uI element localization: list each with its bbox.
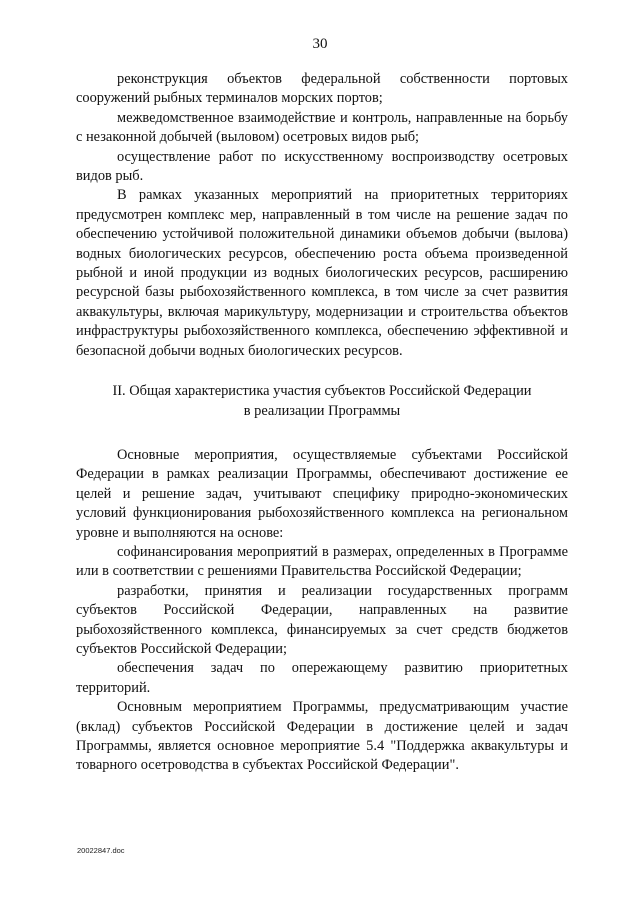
paragraph: обеспечения задач по опережающему развитию приоритетных территорий. (76, 660, 568, 696)
paragraph: В рамках указанных мероприятий на приоритетных территориях предусмотрен комплекс мер, направленный в том числе на решение задач по обеспечению устойчивой положительной динамики объемов добычи (вылова) водных биологических ресурсов, обеспечению роста объема произведенной рыбной и иной продукции из водных биологических ресурсов, расширению ресурсной базы рыбохозяйственного комплекса, в том числе за счет развития аквакультуры, включая марикультуру, модернизации и строительства объектов инфраструктуры рыбохозяйственного комплекса, обеспечению эффективной и безопасной добычи водных биологических ресурсов. (76, 187, 568, 359)
paragraph: Основные мероприятия, осуществляемые субъектами Российской Федерации в рамках реализации Программы, обеспечивают достижение ее целей и решение задач, учитывают специфику природно-экономических условий функционирования рыбохозяйственного комплекса на региональном уровне и выполняются на основе: (76, 446, 568, 541)
paragraph: межведомственное взаимодействие и контроль, направленные на борьбу с незаконной добычей (выловом) осетровых видов рыб; (76, 109, 568, 146)
paragraph: Основным мероприятием Программы, предусматривающим участие (вклад) субъектов Российской Федерации в достижение целей и задач Программы, является основное мероприятие 5.4 "Поддержка аквакультуры и товарного осетроводства в субъектах Российской Федерации". (76, 699, 568, 774)
paragraph: разработки, принятия и реализации государственных программ субъектов Российской Федерации, направленных на развитие рыбохозяйственного комплекса, финансируемых за счет средств бюджетов субъектов Российской Федерации; (76, 582, 568, 657)
paragraph: реконструкция объектов федеральной собственности портовых сооружений рыбных терминалов морских портов; (76, 71, 568, 107)
section-heading-line: II. Общая характеристика участия субъектов Российской Федерации (112, 383, 532, 400)
footer-filename: 20022847.doc (77, 846, 125, 855)
document-body (76, 70, 568, 776)
section-heading-line: в реализации Программы (243, 402, 401, 419)
paragraph: софинансирования мероприятий в размерах, определенных в Программе или в соответствии с решениями Правительства Российской Федерации; (76, 543, 568, 580)
paragraph: осуществление работ по искусственному воспроизводству осетровых видов рыб. (76, 148, 568, 185)
section-heading (76, 382, 568, 421)
page-number: 30 (312, 36, 328, 52)
